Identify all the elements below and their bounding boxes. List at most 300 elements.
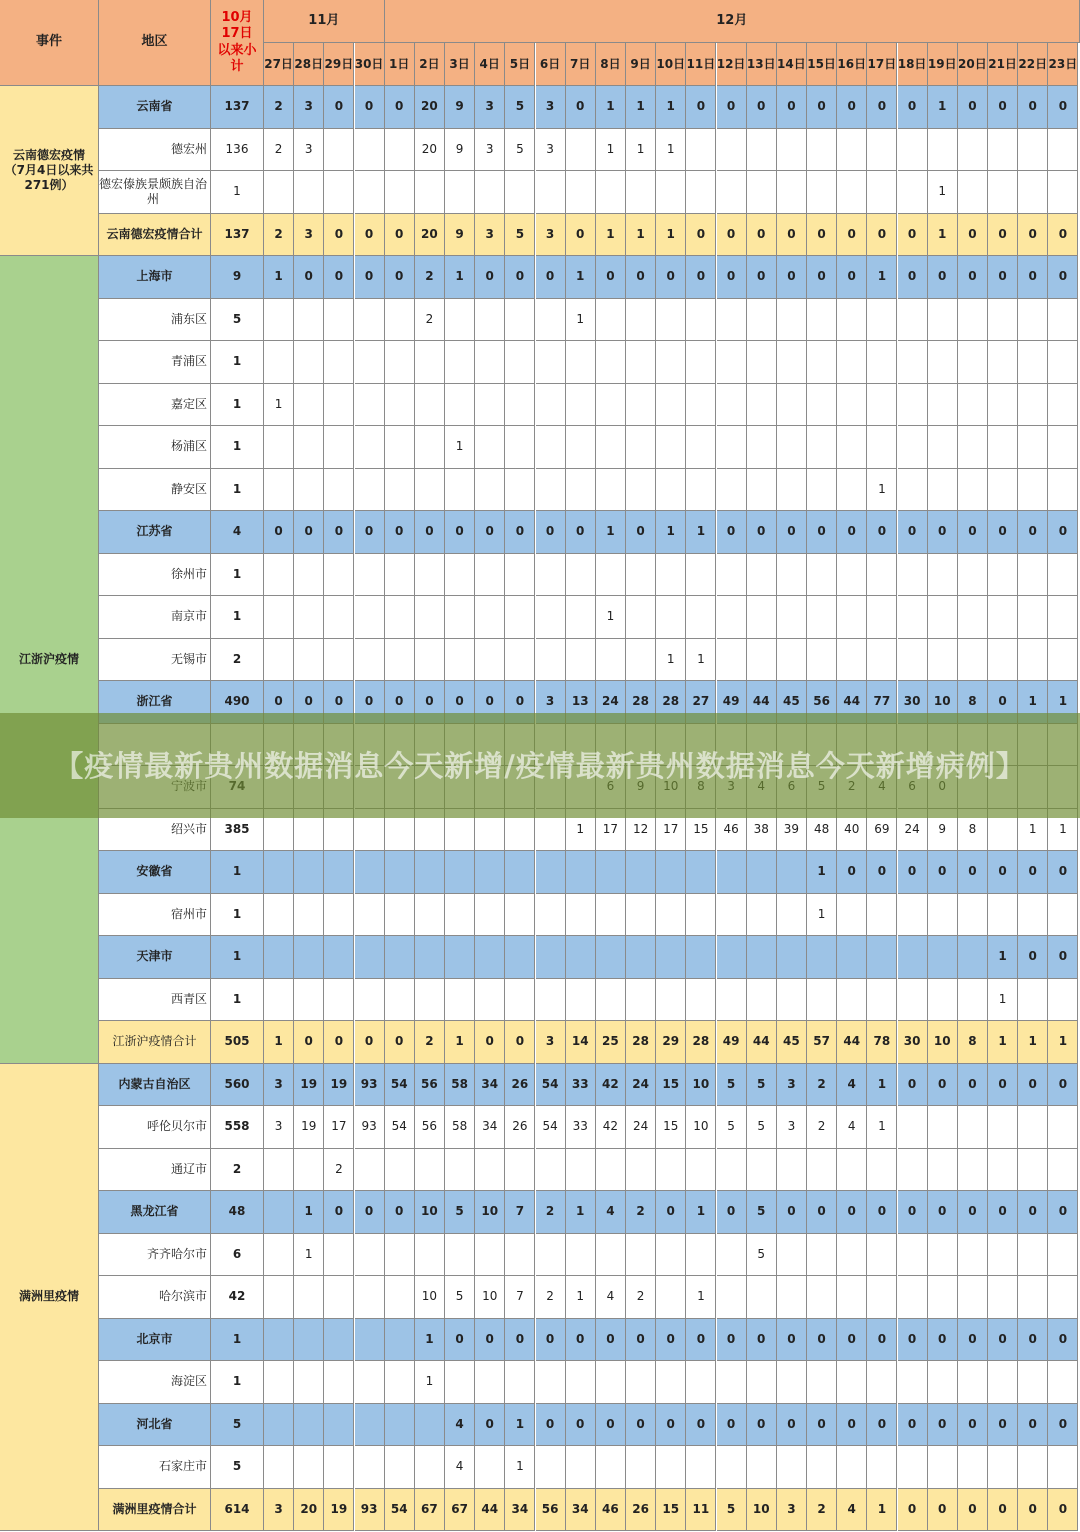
daily-count-cell: 0 <box>324 681 354 724</box>
daily-count-cell <box>566 1446 596 1489</box>
daily-count-cell <box>415 1149 445 1192</box>
daily-count-cell: 1 <box>445 1021 475 1064</box>
daily-count-cell <box>566 1234 596 1277</box>
daily-count-cell <box>536 426 566 469</box>
province-name: 黑龙江省 <box>99 1191 211 1234</box>
city-name: 哈尔滨市 <box>99 1276 211 1319</box>
daily-count-cell <box>958 299 988 342</box>
cumulative-value: 1 <box>211 1319 264 1362</box>
daily-count-cell: 0 <box>898 1489 928 1532</box>
daily-count-cell <box>777 936 807 979</box>
daily-count-cell: 0 <box>355 214 385 257</box>
daily-count-cell <box>717 894 747 937</box>
daily-count-cell: 49 <box>717 681 747 724</box>
daily-count-cell <box>747 469 777 512</box>
daily-count-cell <box>475 469 505 512</box>
daily-count-cell: 2 <box>807 1106 837 1149</box>
daily-count-cell <box>837 936 867 979</box>
daily-count-cell: 5 <box>747 1106 777 1149</box>
daily-count-cell: 7 <box>505 1191 535 1234</box>
daily-count-cell: 0 <box>536 511 566 554</box>
daily-count-cell: 1 <box>566 1191 596 1234</box>
daily-count-cell: 42 <box>596 1106 626 1149</box>
daily-count-cell <box>717 384 747 427</box>
daily-count-cell: 1 <box>686 1191 716 1234</box>
daily-count-cell: 58 <box>445 1064 475 1107</box>
daily-count-cell <box>415 426 445 469</box>
daily-count-cell: 12 <box>626 809 656 852</box>
daily-count-cell <box>777 299 807 342</box>
daily-count-cell: 10 <box>928 1021 958 1064</box>
daily-count-cell <box>898 1106 928 1149</box>
watermark-title-banner <box>0 713 1080 818</box>
daily-count-cell: 0 <box>324 214 354 257</box>
daily-count-cell <box>566 851 596 894</box>
daily-count-cell: 0 <box>505 1021 535 1064</box>
daily-count-cell <box>475 1149 505 1192</box>
daily-count-cell <box>988 596 1018 639</box>
daily-count-cell <box>445 469 475 512</box>
daily-count-cell: 0 <box>1048 1489 1078 1532</box>
daily-count-cell: 1 <box>988 936 1018 979</box>
daily-count-cell: 8 <box>958 809 988 852</box>
daily-count-cell: 0 <box>898 511 928 554</box>
daily-count-cell <box>385 341 415 384</box>
daily-count-cell: 0 <box>837 511 867 554</box>
daily-count-cell: 4 <box>596 1191 626 1234</box>
daily-count-cell <box>837 979 867 1022</box>
daily-count-cell <box>717 1446 747 1489</box>
daily-count-cell <box>415 596 445 639</box>
daily-count-cell <box>385 1446 415 1489</box>
daily-count-cell <box>867 171 897 214</box>
daily-count-cell <box>958 384 988 427</box>
daily-count-cell <box>294 299 324 342</box>
daily-count-cell <box>928 979 958 1022</box>
daily-count-cell: 3 <box>264 1489 294 1532</box>
daily-count-cell <box>867 554 897 597</box>
header-day: 18日 <box>898 43 928 86</box>
daily-count-cell: 0 <box>777 511 807 554</box>
daily-count-cell: 1 <box>566 1276 596 1319</box>
daily-count-cell: 10 <box>686 1106 716 1149</box>
daily-count-cell <box>928 426 958 469</box>
daily-count-cell: 0 <box>475 511 505 554</box>
daily-count-cell: 0 <box>385 86 415 129</box>
daily-count-cell <box>958 1446 988 1489</box>
daily-count-cell <box>264 1319 294 1362</box>
daily-count-cell <box>324 894 354 937</box>
daily-count-cell <box>1018 1446 1048 1489</box>
daily-count-cell: 24 <box>626 1106 656 1149</box>
daily-count-cell: 34 <box>475 1106 505 1149</box>
daily-count-cell: 0 <box>475 1404 505 1447</box>
header-day: 6日 <box>536 43 566 86</box>
daily-count-cell <box>807 426 837 469</box>
daily-count-cell <box>837 1446 867 1489</box>
daily-count-cell <box>264 554 294 597</box>
daily-count-cell <box>355 894 385 937</box>
daily-count-cell: 0 <box>626 1319 656 1362</box>
daily-count-cell <box>445 639 475 682</box>
daily-count-cell: 0 <box>988 256 1018 299</box>
daily-count-cell <box>385 299 415 342</box>
daily-count-cell <box>445 299 475 342</box>
daily-count-cell: 0 <box>596 256 626 299</box>
daily-count-cell <box>747 171 777 214</box>
daily-count-cell <box>475 341 505 384</box>
daily-count-cell: 20 <box>415 129 445 172</box>
daily-count-cell: 1 <box>686 511 716 554</box>
daily-count-cell: 0 <box>717 1319 747 1362</box>
daily-count-cell <box>445 341 475 384</box>
daily-count-cell <box>867 299 897 342</box>
daily-count-cell: 1 <box>415 1361 445 1404</box>
cumulative-value: 5 <box>211 1404 264 1447</box>
daily-count-cell: 56 <box>415 1064 445 1107</box>
daily-count-cell: 67 <box>445 1489 475 1532</box>
daily-count-cell: 1 <box>988 979 1018 1022</box>
daily-count-cell: 15 <box>656 1064 686 1107</box>
daily-count-cell <box>928 469 958 512</box>
daily-count-cell <box>626 1149 656 1192</box>
daily-count-cell: 0 <box>656 1319 686 1362</box>
daily-count-cell: 0 <box>324 1191 354 1234</box>
daily-count-cell <box>566 894 596 937</box>
daily-count-cell: 5 <box>747 1191 777 1234</box>
daily-count-cell <box>777 171 807 214</box>
daily-count-cell: 14 <box>566 1021 596 1064</box>
daily-count-cell: 0 <box>777 214 807 257</box>
daily-count-cell: 13 <box>566 681 596 724</box>
daily-count-cell: 0 <box>294 681 324 724</box>
daily-count-cell <box>445 1361 475 1404</box>
daily-count-cell <box>988 426 1018 469</box>
daily-count-cell <box>777 596 807 639</box>
daily-count-cell <box>324 639 354 682</box>
daily-count-cell: 5 <box>505 86 535 129</box>
daily-count-cell: 0 <box>928 511 958 554</box>
daily-count-cell <box>626 894 656 937</box>
daily-count-cell <box>294 936 324 979</box>
daily-count-cell <box>505 979 535 1022</box>
daily-count-cell: 0 <box>686 214 716 257</box>
daily-count-cell: 46 <box>717 809 747 852</box>
daily-count-cell <box>566 171 596 214</box>
daily-count-cell <box>505 426 535 469</box>
daily-count-cell <box>656 426 686 469</box>
daily-count-cell: 0 <box>988 1191 1018 1234</box>
header-day: 2日 <box>415 43 445 86</box>
daily-count-cell: 0 <box>1018 511 1048 554</box>
cumulative-value: 9 <box>211 256 264 299</box>
daily-count-cell: 56 <box>807 681 837 724</box>
daily-count-cell: 0 <box>958 86 988 129</box>
daily-count-cell <box>536 384 566 427</box>
daily-count-cell <box>475 851 505 894</box>
header-day: 11日 <box>686 43 716 86</box>
daily-count-cell <box>475 554 505 597</box>
daily-count-cell <box>505 596 535 639</box>
daily-count-cell: 26 <box>505 1106 535 1149</box>
daily-count-cell: 1 <box>445 256 475 299</box>
daily-count-cell <box>385 426 415 469</box>
daily-count-cell: 5 <box>505 129 535 172</box>
daily-count-cell <box>566 936 596 979</box>
daily-count-cell <box>415 639 445 682</box>
daily-count-cell <box>988 384 1018 427</box>
daily-count-cell <box>958 1106 988 1149</box>
daily-count-cell: 0 <box>717 214 747 257</box>
daily-count-cell: 1 <box>807 851 837 894</box>
daily-count-cell <box>626 1234 656 1277</box>
daily-count-cell: 0 <box>807 1191 837 1234</box>
daily-count-cell <box>898 384 928 427</box>
daily-count-cell: 1 <box>656 129 686 172</box>
city-name: 无锡市 <box>99 639 211 682</box>
daily-count-cell <box>294 639 324 682</box>
daily-count-cell <box>415 979 445 1022</box>
daily-count-cell <box>807 469 837 512</box>
daily-count-cell <box>867 341 897 384</box>
daily-count-cell <box>656 596 686 639</box>
daily-count-cell <box>686 426 716 469</box>
daily-count-cell <box>536 851 566 894</box>
daily-count-cell <box>385 596 415 639</box>
daily-count-cell <box>958 979 988 1022</box>
daily-count-cell <box>475 171 505 214</box>
daily-count-cell <box>475 639 505 682</box>
daily-count-cell <box>898 341 928 384</box>
province-name: 内蒙古自治区 <box>99 1064 211 1107</box>
daily-count-cell: 1 <box>505 1404 535 1447</box>
daily-count-cell: 0 <box>445 1319 475 1362</box>
daily-count-cell <box>264 1191 294 1234</box>
city-name: 呼伦贝尔市 <box>99 1106 211 1149</box>
daily-count-cell: 33 <box>566 1106 596 1149</box>
daily-count-cell <box>777 129 807 172</box>
daily-count-cell: 0 <box>355 86 385 129</box>
daily-count-cell: 0 <box>898 1404 928 1447</box>
daily-count-cell: 1 <box>596 86 626 129</box>
daily-count-cell <box>807 1446 837 1489</box>
daily-count-cell: 0 <box>385 256 415 299</box>
daily-count-cell <box>1018 299 1048 342</box>
daily-count-cell: 0 <box>536 256 566 299</box>
daily-count-cell: 2 <box>807 1489 837 1532</box>
daily-count-cell <box>445 554 475 597</box>
daily-count-cell <box>656 171 686 214</box>
daily-count-cell <box>475 426 505 469</box>
daily-count-cell <box>566 979 596 1022</box>
daily-count-cell: 0 <box>355 511 385 554</box>
daily-count-cell <box>415 894 445 937</box>
daily-count-cell <box>717 596 747 639</box>
daily-count-cell <box>837 129 867 172</box>
daily-count-cell: 58 <box>445 1106 475 1149</box>
daily-count-cell: 0 <box>385 214 415 257</box>
daily-count-cell: 0 <box>385 1021 415 1064</box>
cumulative-value: 1 <box>211 936 264 979</box>
daily-count-cell <box>928 129 958 172</box>
daily-count-cell: 1 <box>867 1064 897 1107</box>
daily-count-cell <box>898 554 928 597</box>
daily-count-cell: 0 <box>958 256 988 299</box>
daily-count-cell <box>264 1276 294 1319</box>
cumulative-value: 490 <box>211 681 264 724</box>
daily-count-cell <box>596 1446 626 1489</box>
daily-count-cell <box>324 299 354 342</box>
daily-count-cell <box>355 129 385 172</box>
daily-count-cell <box>324 129 354 172</box>
daily-count-cell <box>988 129 1018 172</box>
daily-count-cell <box>686 1446 716 1489</box>
daily-count-cell <box>264 469 294 512</box>
cumulative-value: 1 <box>211 596 264 639</box>
daily-count-cell: 26 <box>626 1489 656 1532</box>
daily-count-cell <box>264 426 294 469</box>
daily-count-cell: 0 <box>958 1319 988 1362</box>
header-day: 5日 <box>505 43 535 86</box>
daily-count-cell <box>355 426 385 469</box>
daily-count-cell <box>958 1361 988 1404</box>
daily-count-cell <box>656 1446 686 1489</box>
daily-count-cell: 0 <box>988 214 1018 257</box>
daily-count-cell: 1 <box>566 299 596 342</box>
city-name: 嘉定区 <box>99 384 211 427</box>
daily-count-cell <box>385 171 415 214</box>
daily-count-cell <box>747 851 777 894</box>
city-name: 杨浦区 <box>99 426 211 469</box>
daily-count-cell <box>747 384 777 427</box>
daily-count-cell <box>324 851 354 894</box>
daily-count-cell <box>445 979 475 1022</box>
daily-count-cell: 45 <box>777 681 807 724</box>
daily-count-cell: 1 <box>656 86 686 129</box>
daily-count-cell <box>1018 554 1048 597</box>
daily-count-cell: 0 <box>867 214 897 257</box>
daily-count-cell <box>385 979 415 1022</box>
daily-count-cell <box>596 639 626 682</box>
cumulative-value: 1 <box>211 1361 264 1404</box>
daily-count-cell: 0 <box>837 1404 867 1447</box>
event-total-name: 满洲里疫情合计 <box>99 1489 211 1532</box>
daily-count-cell <box>294 426 324 469</box>
daily-count-cell: 10 <box>686 1064 716 1107</box>
daily-count-cell: 0 <box>1018 1489 1048 1532</box>
cumulative-value: 1 <box>211 384 264 427</box>
header-day: 17日 <box>867 43 897 86</box>
daily-count-cell: 0 <box>958 1489 988 1532</box>
daily-count-cell <box>385 1149 415 1192</box>
daily-count-cell: 49 <box>717 1021 747 1064</box>
daily-count-cell <box>686 851 716 894</box>
daily-count-cell <box>867 1276 897 1319</box>
province-name: 云南省 <box>99 86 211 129</box>
cumulative-value: 385 <box>211 809 264 852</box>
daily-count-cell: 20 <box>415 214 445 257</box>
daily-count-cell <box>385 554 415 597</box>
daily-count-cell <box>656 554 686 597</box>
daily-count-cell <box>536 554 566 597</box>
daily-count-cell <box>505 469 535 512</box>
daily-count-cell: 20 <box>294 1489 324 1532</box>
daily-count-cell <box>686 171 716 214</box>
daily-count-cell <box>566 639 596 682</box>
daily-count-cell: 2 <box>626 1191 656 1234</box>
daily-count-cell: 0 <box>355 1021 385 1064</box>
daily-count-cell: 0 <box>807 86 837 129</box>
daily-count-cell: 0 <box>928 256 958 299</box>
daily-count-cell: 0 <box>928 1064 958 1107</box>
daily-count-cell <box>747 554 777 597</box>
daily-count-cell: 0 <box>1018 851 1048 894</box>
daily-count-cell: 0 <box>747 214 777 257</box>
daily-count-cell <box>1018 1361 1048 1404</box>
daily-count-cell: 0 <box>385 681 415 724</box>
daily-count-cell <box>928 639 958 682</box>
daily-count-cell: 0 <box>1048 256 1078 299</box>
daily-count-cell <box>415 554 445 597</box>
daily-count-cell <box>807 171 837 214</box>
daily-count-cell <box>294 171 324 214</box>
daily-count-cell: 9 <box>928 809 958 852</box>
header-day: 30日 <box>355 43 385 86</box>
daily-count-cell: 44 <box>837 1021 867 1064</box>
daily-count-cell <box>1048 1446 1078 1489</box>
daily-count-cell <box>385 129 415 172</box>
header-region: 地区 <box>99 0 211 86</box>
daily-count-cell <box>355 1149 385 1192</box>
daily-count-cell <box>505 1234 535 1277</box>
header-day: 23日 <box>1048 43 1078 86</box>
daily-count-cell <box>928 1234 958 1277</box>
daily-count-cell <box>1018 341 1048 384</box>
daily-count-cell: 0 <box>385 511 415 554</box>
daily-count-cell <box>355 1319 385 1362</box>
daily-count-cell <box>1048 596 1078 639</box>
daily-count-cell <box>324 469 354 512</box>
daily-count-cell: 2 <box>536 1191 566 1234</box>
daily-count-cell <box>505 299 535 342</box>
daily-count-cell <box>626 1361 656 1404</box>
daily-count-cell: 0 <box>324 86 354 129</box>
daily-count-cell <box>898 1234 928 1277</box>
header-day: 22日 <box>1018 43 1048 86</box>
daily-count-cell <box>898 1446 928 1489</box>
header-day: 1日 <box>385 43 415 86</box>
daily-count-cell <box>777 1446 807 1489</box>
daily-count-cell <box>898 1276 928 1319</box>
daily-count-cell <box>777 639 807 682</box>
daily-count-cell <box>747 1361 777 1404</box>
daily-count-cell: 0 <box>566 214 596 257</box>
daily-count-cell: 9 <box>445 86 475 129</box>
daily-count-cell: 0 <box>717 86 747 129</box>
daily-count-cell: 10 <box>928 681 958 724</box>
daily-count-cell: 54 <box>536 1064 566 1107</box>
daily-count-cell <box>1018 1149 1048 1192</box>
daily-count-cell: 0 <box>898 1191 928 1234</box>
daily-count-cell <box>958 426 988 469</box>
daily-count-cell <box>596 384 626 427</box>
cumulative-value: 42 <box>211 1276 264 1319</box>
daily-count-cell <box>445 1234 475 1277</box>
daily-count-cell: 0 <box>505 681 535 724</box>
daily-count-cell: 33 <box>566 1064 596 1107</box>
daily-count-cell: 3 <box>777 1106 807 1149</box>
daily-count-cell: 17 <box>596 809 626 852</box>
